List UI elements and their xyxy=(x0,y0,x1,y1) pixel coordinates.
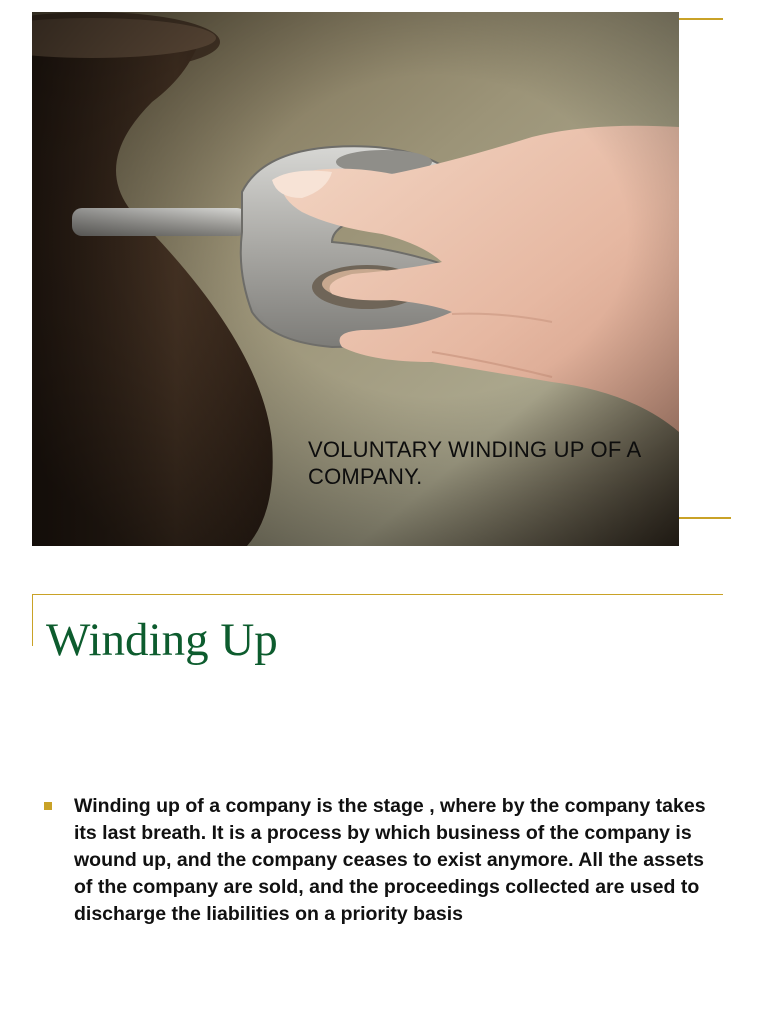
wind-up-key-photo xyxy=(32,12,679,546)
title-rule-vertical xyxy=(32,594,33,646)
photo-caption: VOLUNTARY WINDING UP OF A COMPANY. xyxy=(308,437,641,489)
slide-winding-up xyxy=(0,560,768,1024)
title-rule-horizontal xyxy=(32,594,723,595)
square-bullet-icon xyxy=(44,802,52,810)
bullet-item xyxy=(44,793,714,928)
accent-line-bottom xyxy=(679,517,731,519)
accent-line-top xyxy=(679,18,723,20)
bullet-text: Winding up of a company is the stage , where by the company takes its last breath. It is a process by which business of the company is wound up, and the company ceases to exist anymore. All the assets of the company are sold, and the proceedings collected are used to discharge the liabilities on a priority basis xyxy=(74,795,706,925)
slide-title: Winding Up xyxy=(46,614,278,666)
bullet-list xyxy=(44,793,714,928)
